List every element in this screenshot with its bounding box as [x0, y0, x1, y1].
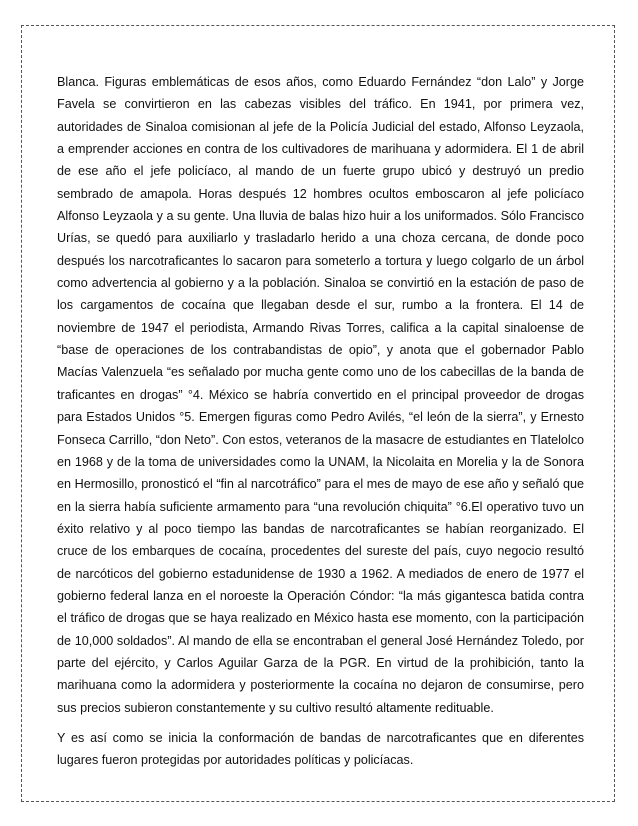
document-body: [57, 71, 584, 772]
body-paragraph-2: Y es así como se inicia la conformación de bandas de narcotraficantes que en diferentes lugares fueron protegidas por autoridades políticas y policíacas.: [57, 730, 584, 768]
body-paragraph-1: Blanca. Figuras emblemáticas de esos años, como Eduardo Fernández “don Lalo” y Jorge Favela se convirtieron en las cabezas visibles del tráfico. En 1941, por primera vez, autoridades de Sinaloa comisionan al jefe de la Policía Judicial del estado, Alfonso Leyzaola, a emprender acciones en contra de los cultivadores de marihuana y adormidera. El 1 de abril de ese año el jefe policíaco, al mando de un fuerte grupo ubicó y destruyó un predio sembrado de amapola. Horas después 12 hombres ocultos emboscaron al jefe policíaco Alfonso Leyzaola y a su gente. Una lluvia de balas hizo huir a los uniformados. Sólo Francisco Urías, se quedó para auxiliarlo y trasladarlo herido a una choza cercana, de donde poco después los narcotraficantes lo sacaron para someterlo a tortura y luego colgarlo de un árbol como advertencia al gobierno y a la población. Sinaloa se convirtió en la estación de paso de los cargamentos de cocaína que llegaban desde el sur, rumbo a la frontera. El 14 de noviembre de 1947 el periodista, Armando Rivas Torres, califica a la capital sinaloense de “base de operaciones de los contrabandistas de opio”, y anota que el gobernador Pablo Macías Valenzuela “es señalado por mucha gente como uno de los cabecillas de la banda de traficantes en drogas” °4. México se habría convertido en el principal proveedor de drogas para Estados Unidos °5. Emergen figuras como Pedro Avilés, “el león de la sierra”, y Ernesto Fonseca Carrillo, “don Neto”. Con estos, veteranos de la masacre de estudiantes en Tlatelolco en 1968 y de la toma de universidades como la UNAM, la Nicolaita en Morelia y la de Sonora en Hermosillo, pronosticó el “fin al narcotráfico” para el mes de mayo de ese año y señaló que en la sierra había suficiente armamento para “una revolución chiquita” °6.El operativo tuvo un éxito relativo y al poco tiempo las bandas de narcotraficantes se habían reorganizado. El cruce de los embarques de cocaína, procedentes del sureste del país, cuyo negocio resultó de narcóticos del gobierno estadunidense de 1930 a 1962. A mediados de enero de 1977 el gobierno federal lanza en el noroeste la Operación Cóndor: “la más gigantesca batida contra el tráfico de drogas que se haya realizado en México hasta ese momento, con la participación de 10,000 soldados”. Al mando de ella se encontraban el general José Hernández Toledo, por parte del ejército, y Carlos Aguilar Garza de la PGR. En virtud de la prohibición, tanto la marihuana como la adormidera y posteriormente la cocaína no dejaron de consumirse, pero sus precios subieron constantemente y su cultivo resultó altamente redituable.: [57, 75, 584, 715]
